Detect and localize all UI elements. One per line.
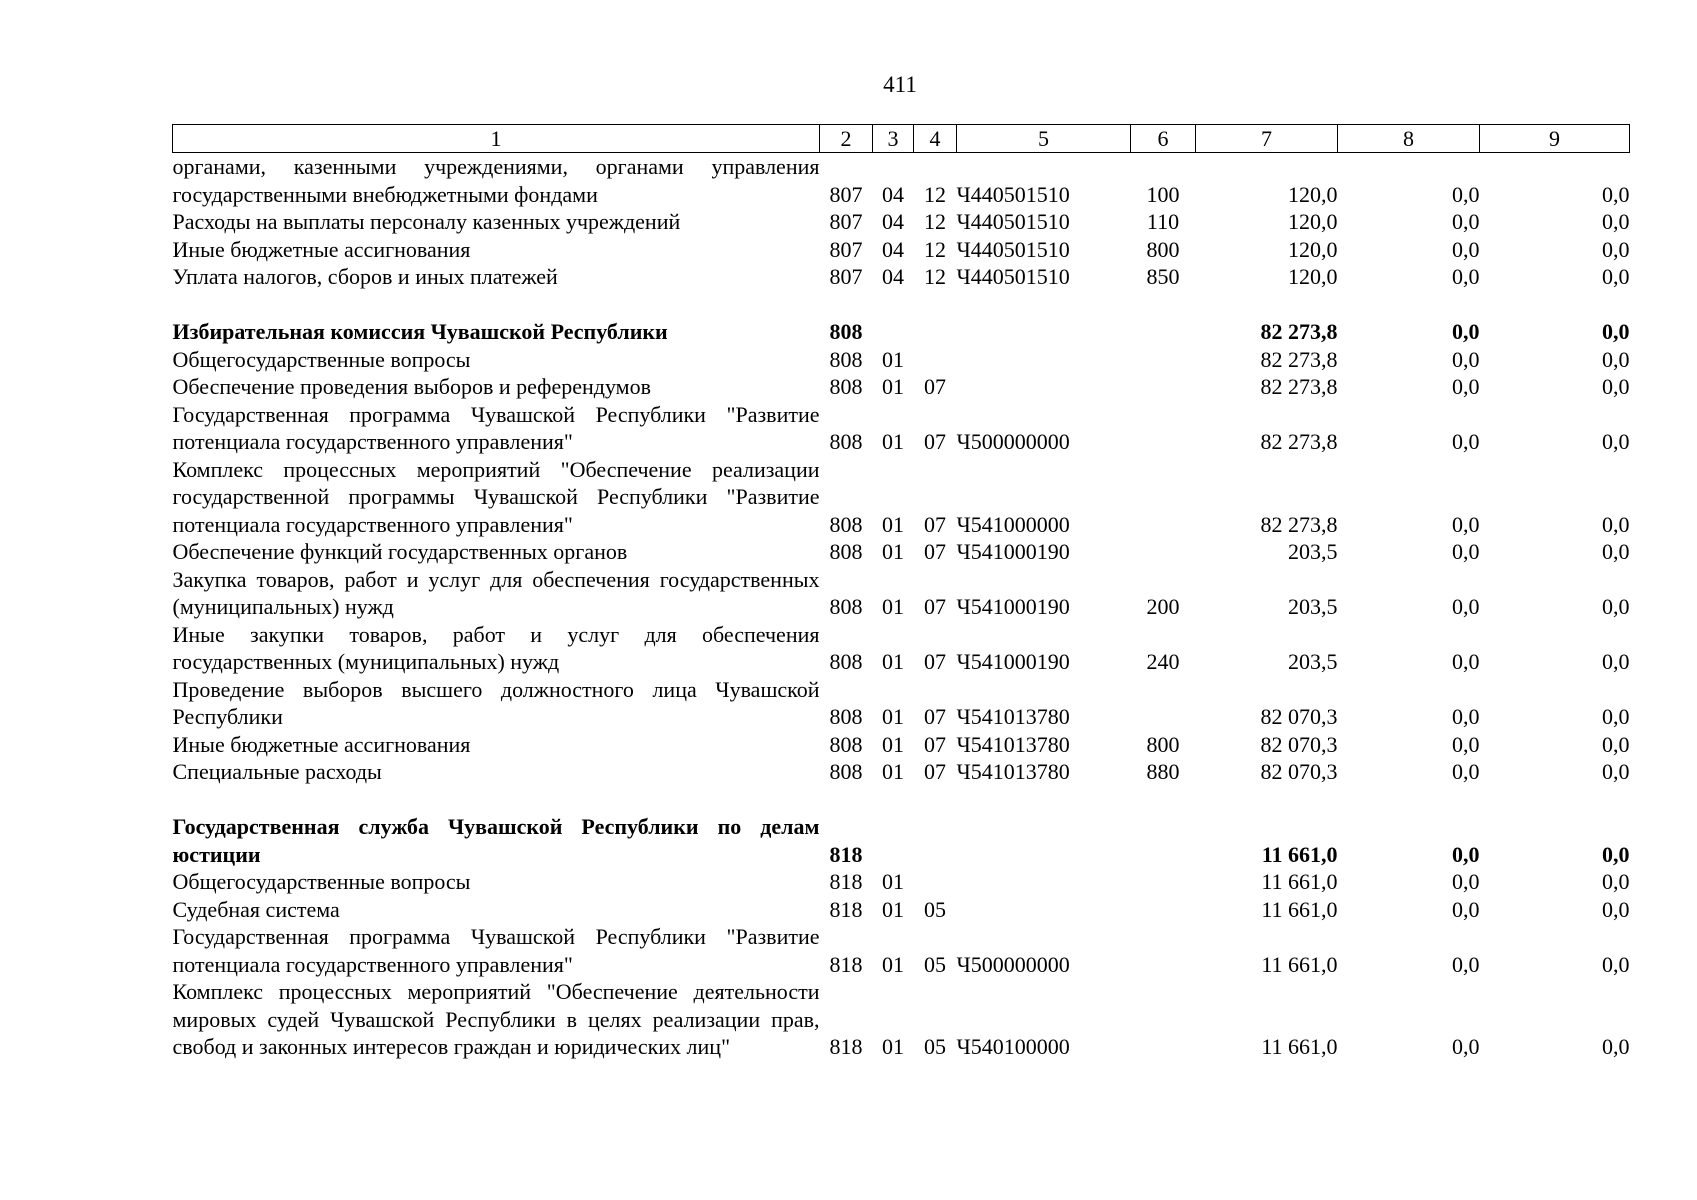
subsection-code-cell: 07 — [924, 374, 946, 399]
ministry-code-cell: 808 — [829, 539, 863, 564]
amount-cell: 82 070,3 — [1260, 704, 1338, 729]
item-name-cell: Обеспечение проведения выборов и референдумов — [172, 374, 651, 399]
column-header: 4 — [914, 125, 957, 153]
target-article-cell: Ч440501510 — [956, 264, 1070, 289]
section-code-cell: 01 — [882, 511, 904, 537]
item-name-cell: Обеспечение функций государственных органов — [172, 539, 628, 564]
amount-cell: 0,0 — [1602, 731, 1630, 757]
table-row — [173, 758, 1630, 786]
amount-cell: 0,0 — [1602, 1034, 1630, 1059]
amount-cell: 203,5 — [1288, 649, 1338, 674]
amount-cell: 0,0 — [1452, 346, 1480, 372]
target-article-cell: Ч500000000 — [956, 951, 1070, 977]
expense-type-cell — [1131, 401, 1196, 456]
expense-type-cell — [1131, 456, 1196, 539]
expense-type-cell — [1131, 978, 1196, 1061]
item-name-cell: Специальные расходы — [172, 759, 382, 784]
amount-cell: 82 273,8 — [1260, 319, 1338, 344]
item-name-cell: Иные бюджетные ассигнования — [172, 236, 471, 262]
item-name-cell: органами, казенными учреждениями, органами управления государственными внебюджетными фондами — [172, 154, 820, 207]
amount-cell: 0,0 — [1602, 704, 1630, 729]
amount-cell: 0,0 — [1452, 511, 1480, 537]
target-article-cell: Ч500000000 — [956, 429, 1070, 454]
amount-cell: 11 661,0 — [1261, 896, 1338, 922]
ministry-code-cell: 808 — [829, 649, 863, 674]
table-row — [173, 676, 1630, 731]
subsection-code-cell: 05 — [924, 1034, 946, 1059]
table-row — [173, 153, 1630, 209]
column-header: 3 — [873, 125, 914, 153]
spacer-cell — [173, 291, 1630, 319]
expense-type-cell: 200 — [1146, 594, 1180, 619]
amount-cell: 0,0 — [1602, 951, 1630, 977]
item-name-cell: Общегосударственные вопросы — [172, 346, 471, 372]
ministry-code-cell: 807 — [829, 236, 863, 262]
ministry-code-cell: 808 — [829, 759, 863, 784]
subsection-code-cell: 07 — [924, 539, 946, 564]
amount-cell: 82 070,3 — [1260, 731, 1338, 757]
expense-type-cell — [1131, 676, 1196, 731]
amount-cell: 0,0 — [1452, 236, 1480, 262]
amount-cell: 0,0 — [1452, 209, 1480, 234]
target-article-cell: Ч440501510 — [956, 209, 1070, 234]
item-name-cell: Закупка товаров, работ и услуг для обеспечения государственных (муниципальных) нужд — [172, 566, 820, 619]
section-code-cell: 04 — [882, 209, 904, 234]
table-row — [173, 208, 1630, 236]
amount-cell: 0,0 — [1602, 649, 1630, 674]
amount-cell: 0,0 — [1602, 181, 1630, 207]
expense-type-cell — [1131, 923, 1196, 978]
subsection-code-cell: 05 — [924, 896, 946, 922]
amount-cell: 203,5 — [1288, 539, 1338, 564]
item-name-cell: Избирательная комиссия Чувашской Республики — [172, 319, 668, 344]
expense-type-cell: 110 — [1146, 209, 1180, 234]
target-article-cell: Ч440501510 — [956, 181, 1070, 207]
section-code-cell: 01 — [882, 731, 904, 757]
amount-cell: 120,0 — [1288, 236, 1338, 262]
column-header: 1 — [173, 125, 820, 153]
expense-type-cell — [1131, 813, 1196, 868]
ministry-code-cell: 808 — [829, 704, 863, 729]
amount-cell: 0,0 — [1602, 374, 1630, 399]
table-row — [173, 868, 1630, 896]
expense-type-cell: 800 — [1146, 731, 1180, 757]
amount-cell: 120,0 — [1288, 264, 1338, 289]
amount-cell: 0,0 — [1452, 731, 1480, 757]
table-row — [173, 813, 1630, 868]
amount-cell: 0,0 — [1452, 841, 1480, 867]
amount-cell: 0,0 — [1602, 759, 1630, 784]
subsection-code-cell — [914, 346, 957, 374]
item-name-cell: Государственная программа Чувашской Республики "Развитие потенциала государственного управления" — [172, 924, 820, 977]
amount-cell: 0,0 — [1452, 429, 1480, 454]
spacer-row — [173, 786, 1630, 814]
section-code-cell: 01 — [882, 346, 904, 372]
amount-cell: 120,0 — [1288, 181, 1338, 207]
spacer-row — [173, 291, 1630, 319]
section-code-cell: 04 — [882, 181, 904, 207]
spacer-cell — [173, 786, 1630, 814]
subsection-code-cell: 07 — [924, 759, 946, 784]
expense-type-cell: 880 — [1146, 759, 1180, 784]
expense-type-cell — [1131, 538, 1196, 566]
ministry-code-cell: 807 — [829, 181, 863, 207]
table-row — [173, 456, 1630, 539]
amount-cell: 0,0 — [1602, 264, 1630, 289]
column-header: 9 — [1480, 125, 1630, 153]
amount-cell: 203,5 — [1288, 594, 1338, 619]
expense-type-cell — [1131, 346, 1196, 374]
ministry-code-cell: 808 — [829, 429, 863, 454]
table-row — [173, 978, 1630, 1061]
section-code-cell: 01 — [882, 951, 904, 977]
amount-cell: 0,0 — [1602, 346, 1630, 372]
item-name-cell: Общегосударственные вопросы — [172, 869, 471, 894]
subsection-code-cell: 12 — [924, 209, 946, 234]
target-article-cell: Ч541000190 — [956, 649, 1070, 674]
target-article-cell: Ч541013780 — [956, 731, 1070, 757]
item-name-cell: Проведение выборов высшего должностного лица Чувашской Республики — [172, 676, 820, 729]
ministry-code-cell: 808 — [829, 319, 863, 344]
section-code-cell: 01 — [882, 869, 904, 894]
ministry-code-cell: 818 — [829, 896, 863, 922]
amount-cell: 0,0 — [1452, 869, 1480, 894]
item-name-cell: Иные бюджетные ассигнования — [172, 731, 471, 757]
table-row — [173, 621, 1630, 676]
table-row — [173, 236, 1630, 264]
amount-cell: 0,0 — [1452, 264, 1480, 289]
table-row — [173, 896, 1630, 924]
amount-cell: 0,0 — [1452, 181, 1480, 207]
section-code-cell: 01 — [882, 594, 904, 619]
table-row — [173, 318, 1630, 346]
table-row — [173, 923, 1630, 978]
amount-cell: 0,0 — [1602, 429, 1630, 454]
amount-cell: 11 661,0 — [1261, 841, 1338, 867]
section-code-cell: 01 — [882, 896, 904, 922]
ministry-code-cell: 808 — [829, 731, 863, 757]
amount-cell: 11 661,0 — [1261, 1034, 1338, 1059]
subsection-code-cell: 07 — [924, 704, 946, 729]
amount-cell: 82 070,3 — [1260, 759, 1338, 784]
item-name-cell: Комплекс процессных мероприятий "Обеспечение реализации государственной программы Чувашской Республики "Развитие потенциала государственного управления" — [172, 456, 820, 537]
table-row — [173, 401, 1630, 456]
amount-cell: 0,0 — [1452, 704, 1480, 729]
amount-cell: 82 273,8 — [1260, 429, 1338, 454]
subsection-code-cell: 05 — [924, 951, 946, 977]
ministry-code-cell: 808 — [829, 346, 863, 372]
target-article-cell: Ч541000190 — [956, 594, 1070, 619]
ministry-code-cell: 807 — [829, 209, 863, 234]
ministry-code-cell: 818 — [829, 951, 863, 977]
amount-cell: 0,0 — [1452, 649, 1480, 674]
column-header: 2 — [820, 125, 873, 153]
item-name-cell: Иные закупки товаров, работ и услуг для обеспечения государственных (муниципальных) нужд — [172, 621, 820, 674]
expense-type-cell: 240 — [1146, 649, 1180, 674]
target-article-cell: Ч541013780 — [956, 759, 1070, 784]
section-code-cell: 01 — [882, 759, 904, 784]
amount-cell: 0,0 — [1602, 869, 1630, 894]
ministry-code-cell: 818 — [829, 869, 863, 894]
section-code-cell: 04 — [882, 236, 904, 262]
section-code-cell: 01 — [882, 539, 904, 564]
amount-cell: 0,0 — [1602, 539, 1630, 564]
section-code-cell — [873, 318, 914, 346]
page-number: 411 — [883, 72, 917, 97]
header-row — [173, 125, 1630, 153]
target-article-cell: Ч541000190 — [956, 539, 1070, 564]
target-article-cell — [957, 813, 1131, 868]
amount-cell: 0,0 — [1602, 594, 1630, 619]
item-name-cell: Государственная служба Чувашской Республики по делам юстиции — [172, 814, 820, 867]
subsection-code-cell: 07 — [924, 429, 946, 454]
amount-cell: 0,0 — [1452, 759, 1480, 784]
subsection-code-cell: 07 — [924, 649, 946, 674]
ministry-code-cell: 808 — [829, 511, 863, 537]
ministry-code-cell: 807 — [829, 264, 863, 289]
subsection-code-cell: 07 — [924, 594, 946, 619]
ministry-code-cell: 818 — [829, 841, 863, 867]
subsection-code-cell — [914, 318, 957, 346]
expense-type-cell — [1131, 896, 1196, 924]
item-name-cell: Комплекс процессных мероприятий "Обеспечение деятельности мировых судей Чувашской Республики в целях реализации прав, свобод и законных интересов граждан и юридических лиц" — [172, 979, 820, 1059]
ministry-code-cell: 808 — [829, 374, 863, 399]
section-code-cell: 01 — [882, 649, 904, 674]
table-body — [173, 153, 1630, 1061]
item-name-cell: Судебная система — [172, 896, 340, 922]
subsection-code-cell: 07 — [924, 731, 946, 757]
subsection-code-cell: 07 — [924, 511, 946, 537]
amount-cell: 0,0 — [1452, 319, 1480, 344]
table-row — [173, 346, 1630, 374]
item-name-cell: Расходы на выплаты персоналу казенных учреждений — [172, 209, 681, 234]
subsection-code-cell: 12 — [924, 236, 946, 262]
table-row — [173, 373, 1630, 401]
ministry-code-cell: 808 — [829, 594, 863, 619]
section-code-cell: 04 — [882, 264, 904, 289]
target-article-cell — [957, 346, 1131, 374]
target-article-cell: Ч440501510 — [956, 236, 1070, 262]
amount-cell: 0,0 — [1452, 374, 1480, 399]
budget-table — [172, 124, 1630, 1061]
column-header: 7 — [1196, 125, 1338, 153]
amount-cell: 82 273,8 — [1260, 346, 1338, 372]
amount-cell: 0,0 — [1602, 841, 1630, 867]
expense-type-cell: 850 — [1146, 264, 1180, 289]
amount-cell: 0,0 — [1452, 896, 1480, 922]
subsection-code-cell: 12 — [924, 181, 946, 207]
subsection-code-cell — [914, 868, 957, 896]
amount-cell: 0,0 — [1602, 209, 1630, 234]
section-code-cell: 01 — [882, 704, 904, 729]
amount-cell: 0,0 — [1602, 319, 1630, 344]
amount-cell: 82 273,8 — [1260, 511, 1338, 537]
subsection-code-cell — [914, 813, 957, 868]
amount-cell: 0,0 — [1602, 511, 1630, 537]
expense-type-cell: 800 — [1146, 236, 1180, 262]
expense-type-cell — [1131, 373, 1196, 401]
amount-cell: 0,0 — [1452, 951, 1480, 977]
expense-type-cell — [1131, 318, 1196, 346]
amount-cell: 0,0 — [1452, 539, 1480, 564]
column-header: 8 — [1338, 125, 1480, 153]
subsection-code-cell: 12 — [924, 264, 946, 289]
section-code-cell — [873, 813, 914, 868]
expense-type-cell — [1131, 868, 1196, 896]
amount-cell: 11 661,0 — [1261, 951, 1338, 977]
target-article-cell: Ч541013780 — [956, 704, 1070, 729]
section-code-cell: 01 — [882, 429, 904, 454]
amount-cell: 0,0 — [1452, 594, 1480, 619]
table-row — [173, 538, 1630, 566]
target-article-cell — [957, 373, 1131, 401]
section-code-cell: 01 — [882, 1034, 904, 1059]
expense-type-cell: 100 — [1146, 181, 1180, 207]
item-name-cell: Уплата налогов, сборов и иных платежей — [172, 264, 558, 289]
section-code-cell: 01 — [882, 374, 904, 399]
amount-cell: 0,0 — [1602, 236, 1630, 262]
amount-cell: 0,0 — [1452, 1034, 1480, 1059]
amount-cell: 0,0 — [1602, 896, 1630, 922]
target-article-cell — [957, 318, 1131, 346]
column-header: 5 — [957, 125, 1131, 153]
target-article-cell — [957, 896, 1131, 924]
ministry-code-cell: 818 — [829, 1034, 863, 1059]
target-article-cell: Ч540100000 — [956, 1034, 1070, 1059]
amount-cell: 82 273,8 — [1260, 374, 1338, 399]
column-header: 6 — [1131, 125, 1196, 153]
table-row — [173, 263, 1630, 291]
amount-cell: 120,0 — [1288, 209, 1338, 234]
target-article-cell — [957, 868, 1131, 896]
amount-cell: 11 661,0 — [1261, 869, 1338, 894]
table-row — [173, 731, 1630, 759]
item-name-cell: Государственная программа Чувашской Республики "Развитие потенциала государственного управления" — [172, 401, 820, 454]
table-row — [173, 566, 1630, 621]
target-article-cell: Ч541000000 — [956, 511, 1070, 537]
